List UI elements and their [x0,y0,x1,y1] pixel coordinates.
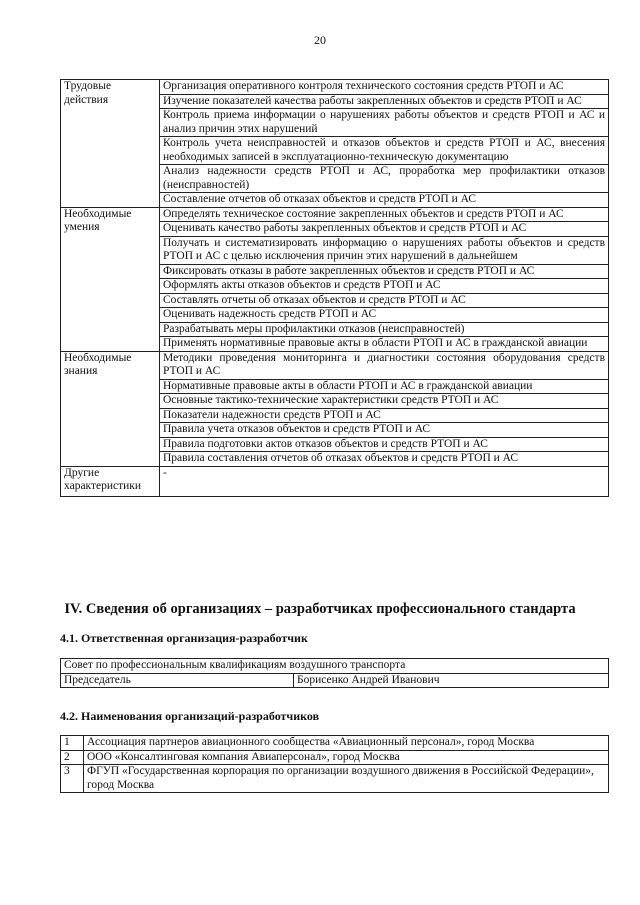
table-cell: Составлять отчеты об отказах объектов и средств РТОП и АС [160,293,609,308]
table-row [61,466,609,496]
labor-functions-table [60,79,609,497]
table-cell: Оценивать качество работы закрепленных объектов и средств РТОП и АС [160,222,609,237]
table-cell: Составление отчетов об отказах объектов и средств РТОП и АС [160,193,609,208]
developer-org-name: ФГУП «Государственная корпорация по организации воздушного движения в Российской Федерации», город Москва [84,765,609,793]
table-cell: Основные тактико-технические характеристики средств РТОП и АС [160,394,609,409]
table-cell: Разрабатывать меры профилактики отказов (неисправностей) [160,322,609,337]
table-cell: Нормативные правовые акты в области РТОП и АС в гражданской авиации [160,379,609,394]
table-cell: Фиксировать отказы в работе закрепленных объектов и средств РТОП и АС [160,264,609,279]
table-row [61,673,609,688]
category-cell: Другие характеристики [61,466,160,496]
row-number: 1 [61,736,84,751]
table-cell: Определять техническое состояние закрепленных объектов и средств РТОП и АС [160,207,609,222]
responsible-org-table [60,658,609,688]
table-row [61,207,609,222]
table-row [61,765,609,793]
category-cell: Необходимые знания [61,351,160,466]
developer-orgs-table [60,735,609,793]
table-cell: Правила составления отчетов об отказах объектов и средств РТОП и АС [160,452,609,467]
table-cell: Правила подготовки актов отказов объектов и средств РТОП и АС [160,437,609,452]
table-cell: Правила учета отказов объектов и средств РТОП и АС [160,423,609,438]
table-cell: Организация оперативного контроля технического состояния средств РТОП и АС [160,80,609,95]
developer-org-name: Ассоциация партнеров авиационного сообщества «Авиационный персонал», город Москва [84,736,609,751]
table-row [61,736,609,751]
table-row [61,750,609,765]
category-cell: Необходимые умения [61,207,160,351]
table-cell: Анализ надежности средств РТОП и АС, проработка мер профилактики отказов (неисправностей) [160,165,609,193]
table-row [61,80,609,95]
chair-name: Борисенко Андрей Иванович [294,673,609,688]
table-row [61,659,609,674]
table-cell: Контроль учета неисправностей и отказов объектов и средств РТОП и АС, внесения необходимых записей в эксплуатационно-техническую документацию [160,137,609,165]
table-cell: Методики проведения мониторинга и диагностики состояния оборудования средств РТОП и АС [160,351,609,379]
table-cell: Контроль приема информации о нарушениях работы объектов и средств РТОП и АС и анализ причин этих нарушений [160,109,609,137]
chair-label: Председатель [61,673,294,688]
row-number: 2 [61,750,84,765]
subsection-title-4-1: 4.1. Ответственная организация-разработчик [60,631,308,645]
table-cell: - [160,466,609,496]
page-number: 20 [314,33,326,47]
row-number: 3 [61,765,84,793]
responsible-org-name: Совет по профессиональным квалификациям воздушного транспорта [61,659,609,674]
developer-org-name: ООО «Консалтинговая компания Авиаперсонал», город Москва [84,750,609,765]
section-title: IV. Сведения об организациях – разработчиках профессионального стандарта [64,601,576,617]
table-row [61,351,609,379]
table-cell: Изучение показателей качества работы закрепленных объектов и средств РТОП и АС [160,94,609,109]
table-cell: Применять нормативные правовые акты в области РТОП и АС в гражданской авиации [160,337,609,352]
category-cell: Трудовые действия [61,80,160,208]
table-cell: Оценивать надежность средств РТОП и АС [160,308,609,323]
table-cell: Показатели надежности средств РТОП и АС [160,408,609,423]
subsection-title-4-2: 4.2. Наименования организаций-разработчиков [60,709,320,723]
table-cell: Оформлять акты отказов объектов и средств РТОП и АС [160,279,609,294]
table-cell: Получать и систематизировать информацию о нарушениях работы объектов и средств РТОП и АС с целью исключения причин этих нарушений в дальнейшем [160,236,609,264]
